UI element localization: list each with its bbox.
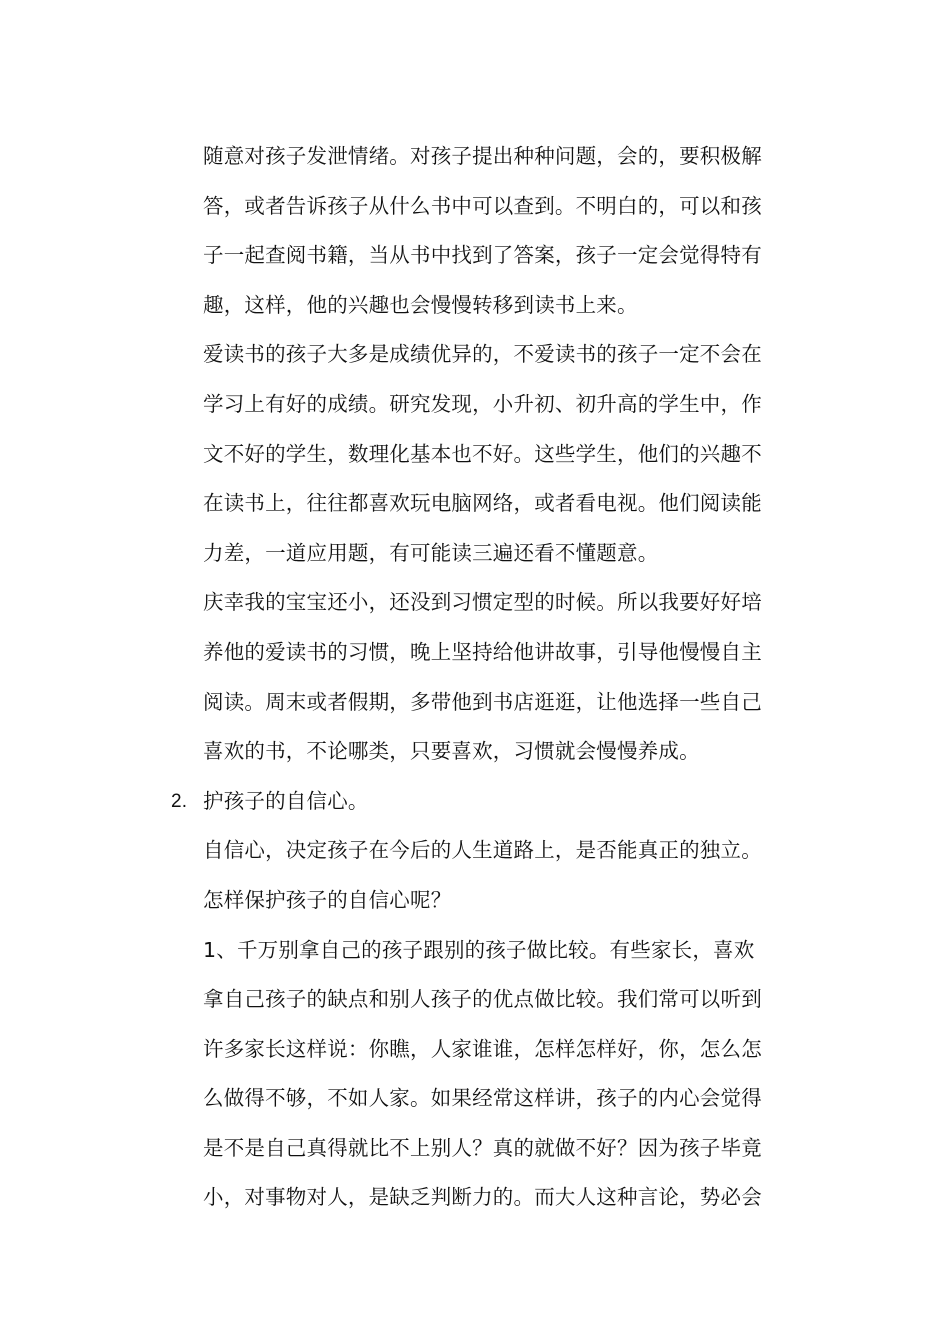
text-line: 自信心，决定孩子在今后的人生道路上，是否能真正的独立。 bbox=[203, 838, 762, 863]
text-line: 庆幸我的宝宝还小，还没到习惯定型的时候。所以我要好好培 bbox=[203, 590, 762, 615]
document-body bbox=[171, 132, 823, 1223]
text-line: 爱读书的孩子大多是成绩优异的，不爱读书的孩子一定不会在 bbox=[203, 342, 762, 367]
text-line: 力差，一道应用题，有可能读三遍还看不懂题意。 bbox=[203, 540, 659, 565]
text-line: 许多家长这样说：你瞧，人家谁谁，怎样怎样好，你，怎么怎 bbox=[203, 1036, 762, 1061]
list-item-heading bbox=[171, 777, 823, 827]
text-line: 学习上有好的成绩。研究发现，小升初、初升高的学生中，作 bbox=[203, 391, 762, 416]
text-line: 是不是自己真得就比不上别人？真的就做不好？因为孩子毕竟 bbox=[203, 1135, 762, 1160]
text-line: 养他的爱读书的习惯，晚上坚持给他讲故事，引导他慢慢自主 bbox=[203, 639, 762, 664]
text-line: 随意对孩子发泄情绪。对孩子提出种种问题，会的，要积极解 bbox=[203, 144, 762, 168]
text-line: 怎样保护孩子的自信心呢？ bbox=[203, 887, 452, 912]
text-line: 趣，这样，他的兴趣也会慢慢转移到读书上来。 bbox=[203, 292, 638, 317]
text-line: 文不好的学生，数理化基本也不好。这些学生，他们的兴趣不 bbox=[203, 441, 762, 466]
text-line: 小，对事物对人，是缺乏判断力的。而大人这种言论，势必会 bbox=[203, 1185, 762, 1210]
text-line: 1、千万别拿自己的孩子跟别的孩子做比较。有些家长，喜欢 bbox=[203, 937, 755, 962]
text-line: 拿自己孩子的缺点和别人孩子的优点做比较。我们常可以听到 bbox=[203, 987, 762, 1012]
text-line: 喜欢的书，不论哪类，只要喜欢，习惯就会慢慢养成。 bbox=[203, 739, 700, 764]
text-line: 阅读。周末或者假期，多带他到书店逛逛，让他选择一些自己 bbox=[203, 689, 762, 714]
text-line: 子一起查阅书籍，当从书中找到了答案，孩子一定会觉得特有 bbox=[203, 243, 762, 268]
text-line: 在读书上，往往都喜欢玩电脑网络，或者看电视。他们阅读能 bbox=[203, 491, 762, 516]
list-item-text: 护孩子的自信心。 bbox=[203, 788, 369, 813]
text-line: 答，或者告诉孩子从什么书中可以查到。不明白的，可以和孩 bbox=[203, 193, 762, 218]
list-number: 2. bbox=[171, 790, 188, 812]
text-line: 么做得不够，不如人家。如果经常这样讲，孩子的内心会觉得 bbox=[203, 1086, 762, 1111]
